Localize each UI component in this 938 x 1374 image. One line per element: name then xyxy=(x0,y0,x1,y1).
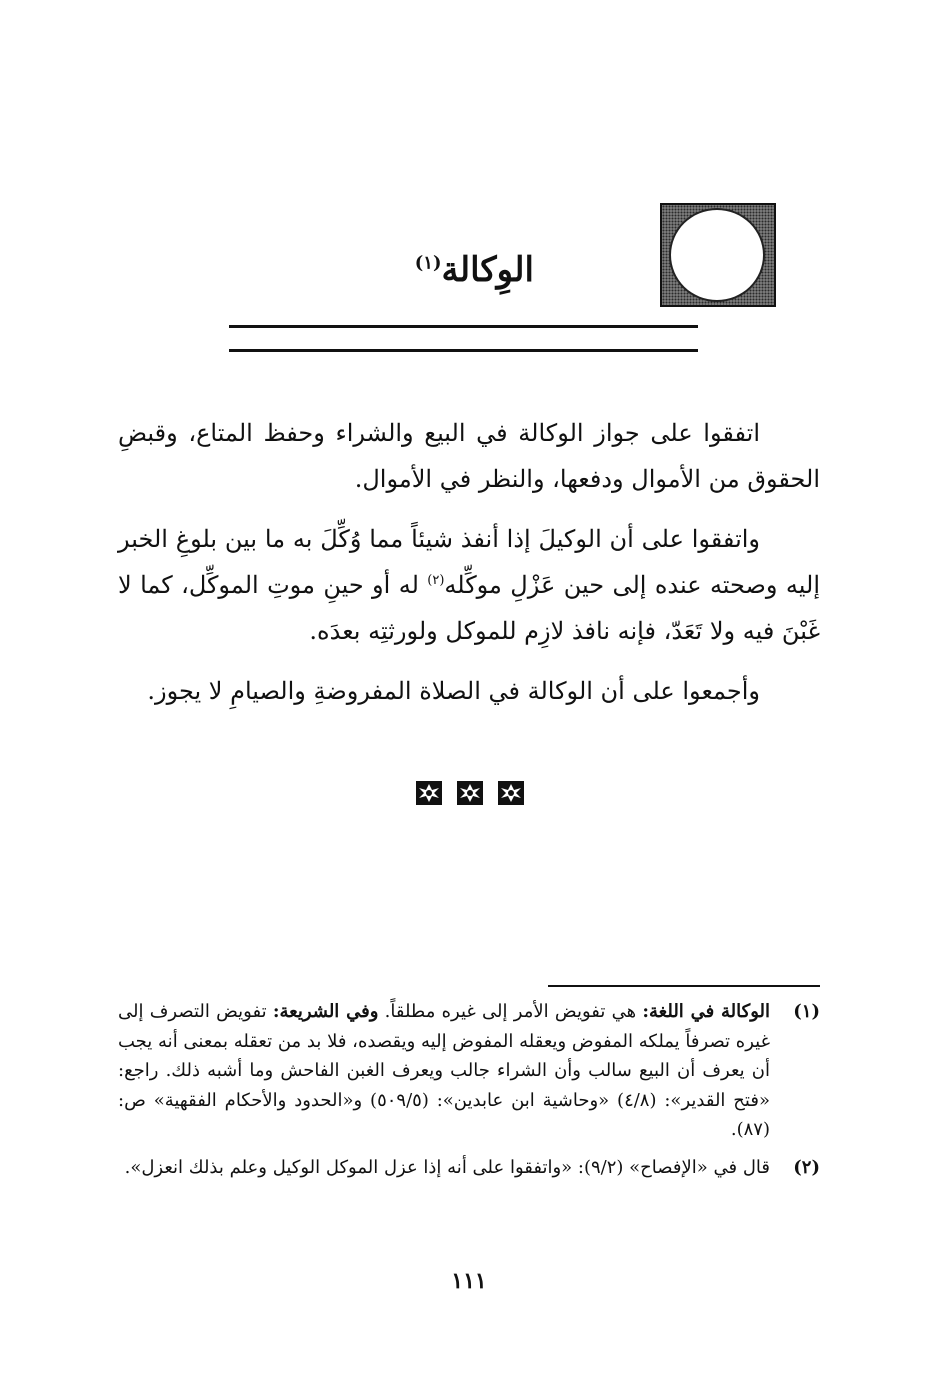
paragraph-2-text-b: له أو حينِ موتِ الموكِّل، كما لا غَبْنَ فيه ولا تَعَدّ، فإنه نافذ لازِم للموكل ولورثتِه بعدَه. xyxy=(118,571,820,645)
footnote-1-text xyxy=(118,997,770,1145)
ornament-circle-icon xyxy=(669,208,765,302)
footnote-separator xyxy=(548,985,820,987)
footnote-ref-2: (٢) xyxy=(427,573,445,588)
page-number: ١١١ xyxy=(451,1268,487,1294)
floral-ornament-icon xyxy=(415,780,443,806)
floral-ornament-icon xyxy=(456,780,484,806)
paragraph-1 xyxy=(118,410,820,502)
title-rule-bottom xyxy=(229,349,698,352)
footnote-1-term-1: الوكالة في اللغة: xyxy=(642,1001,770,1022)
footnote-1-term-2: وفي الشريعة: xyxy=(272,1001,379,1022)
paragraph-2-text-a: واتفقوا على أن الوكيلَ إذا أنفذ شيئاً مما وُكِّلَ به ما بين بلوغِ الخبر إليه وصحته عنده إلى حين عَزْلِ موكِّله xyxy=(118,525,820,599)
chapter-title-text: الوِكالة xyxy=(441,250,534,290)
footnote-2-text: قال في «الإفصاح» (٩/٢): «واتفقوا على أنه إذا عزل الموكل الوكيل وعلم بذلك انعزل». xyxy=(124,1156,770,1178)
paragraph-2 xyxy=(118,516,820,654)
footnote-1-text-2: تفويض التصرف إلى غيره تصرفاً يملكه المفوض ويعقله المفوض إليه ويقصده، فلا بد من تعقله بمعنى أنه يجب أن يعرف أن البيع سالب وأن الشراء جالب ويعرف الغبن الفاحش وما أشبه ذلك. راجع: «فتح القدير»: (٤/٨) «وحاشية ابن عابدين»: (٥٠٩/٥) و«الحدود والأحكام الفقهية» ص: (٨٧). xyxy=(118,1001,770,1140)
body-text xyxy=(118,410,820,728)
footnote-1-number: (١) xyxy=(793,1001,820,1022)
chapter-ornament-frame xyxy=(660,203,776,307)
chapter-footnote-ref: (١) xyxy=(414,252,442,274)
floral-ornament-icon xyxy=(497,780,525,806)
footnote-2 xyxy=(118,1153,820,1183)
footnotes xyxy=(118,997,820,1190)
paragraph-3 xyxy=(118,668,820,714)
footnote-2-number: (٢) xyxy=(793,1156,820,1178)
footnote-1 xyxy=(118,997,820,1145)
chapter-title xyxy=(415,250,534,290)
footnote-1-text-1: هي تفويض الأمر إلى غيره مطلقاً. xyxy=(378,1001,643,1022)
section-end-ornaments xyxy=(415,780,525,810)
title-rule-top xyxy=(229,325,698,328)
paragraph-1-text: اتفقوا على جواز الوكالة في البيع والشراء وحفظ المتاع، وقبضِ الحقوق من الأموال ودفعها، والنظر في الأموال. xyxy=(118,419,820,493)
paragraph-3-text: وأجمعوا على أن الوكالة في الصلاة المفروضةِ والصيامِ لا يجوز. xyxy=(147,677,760,705)
